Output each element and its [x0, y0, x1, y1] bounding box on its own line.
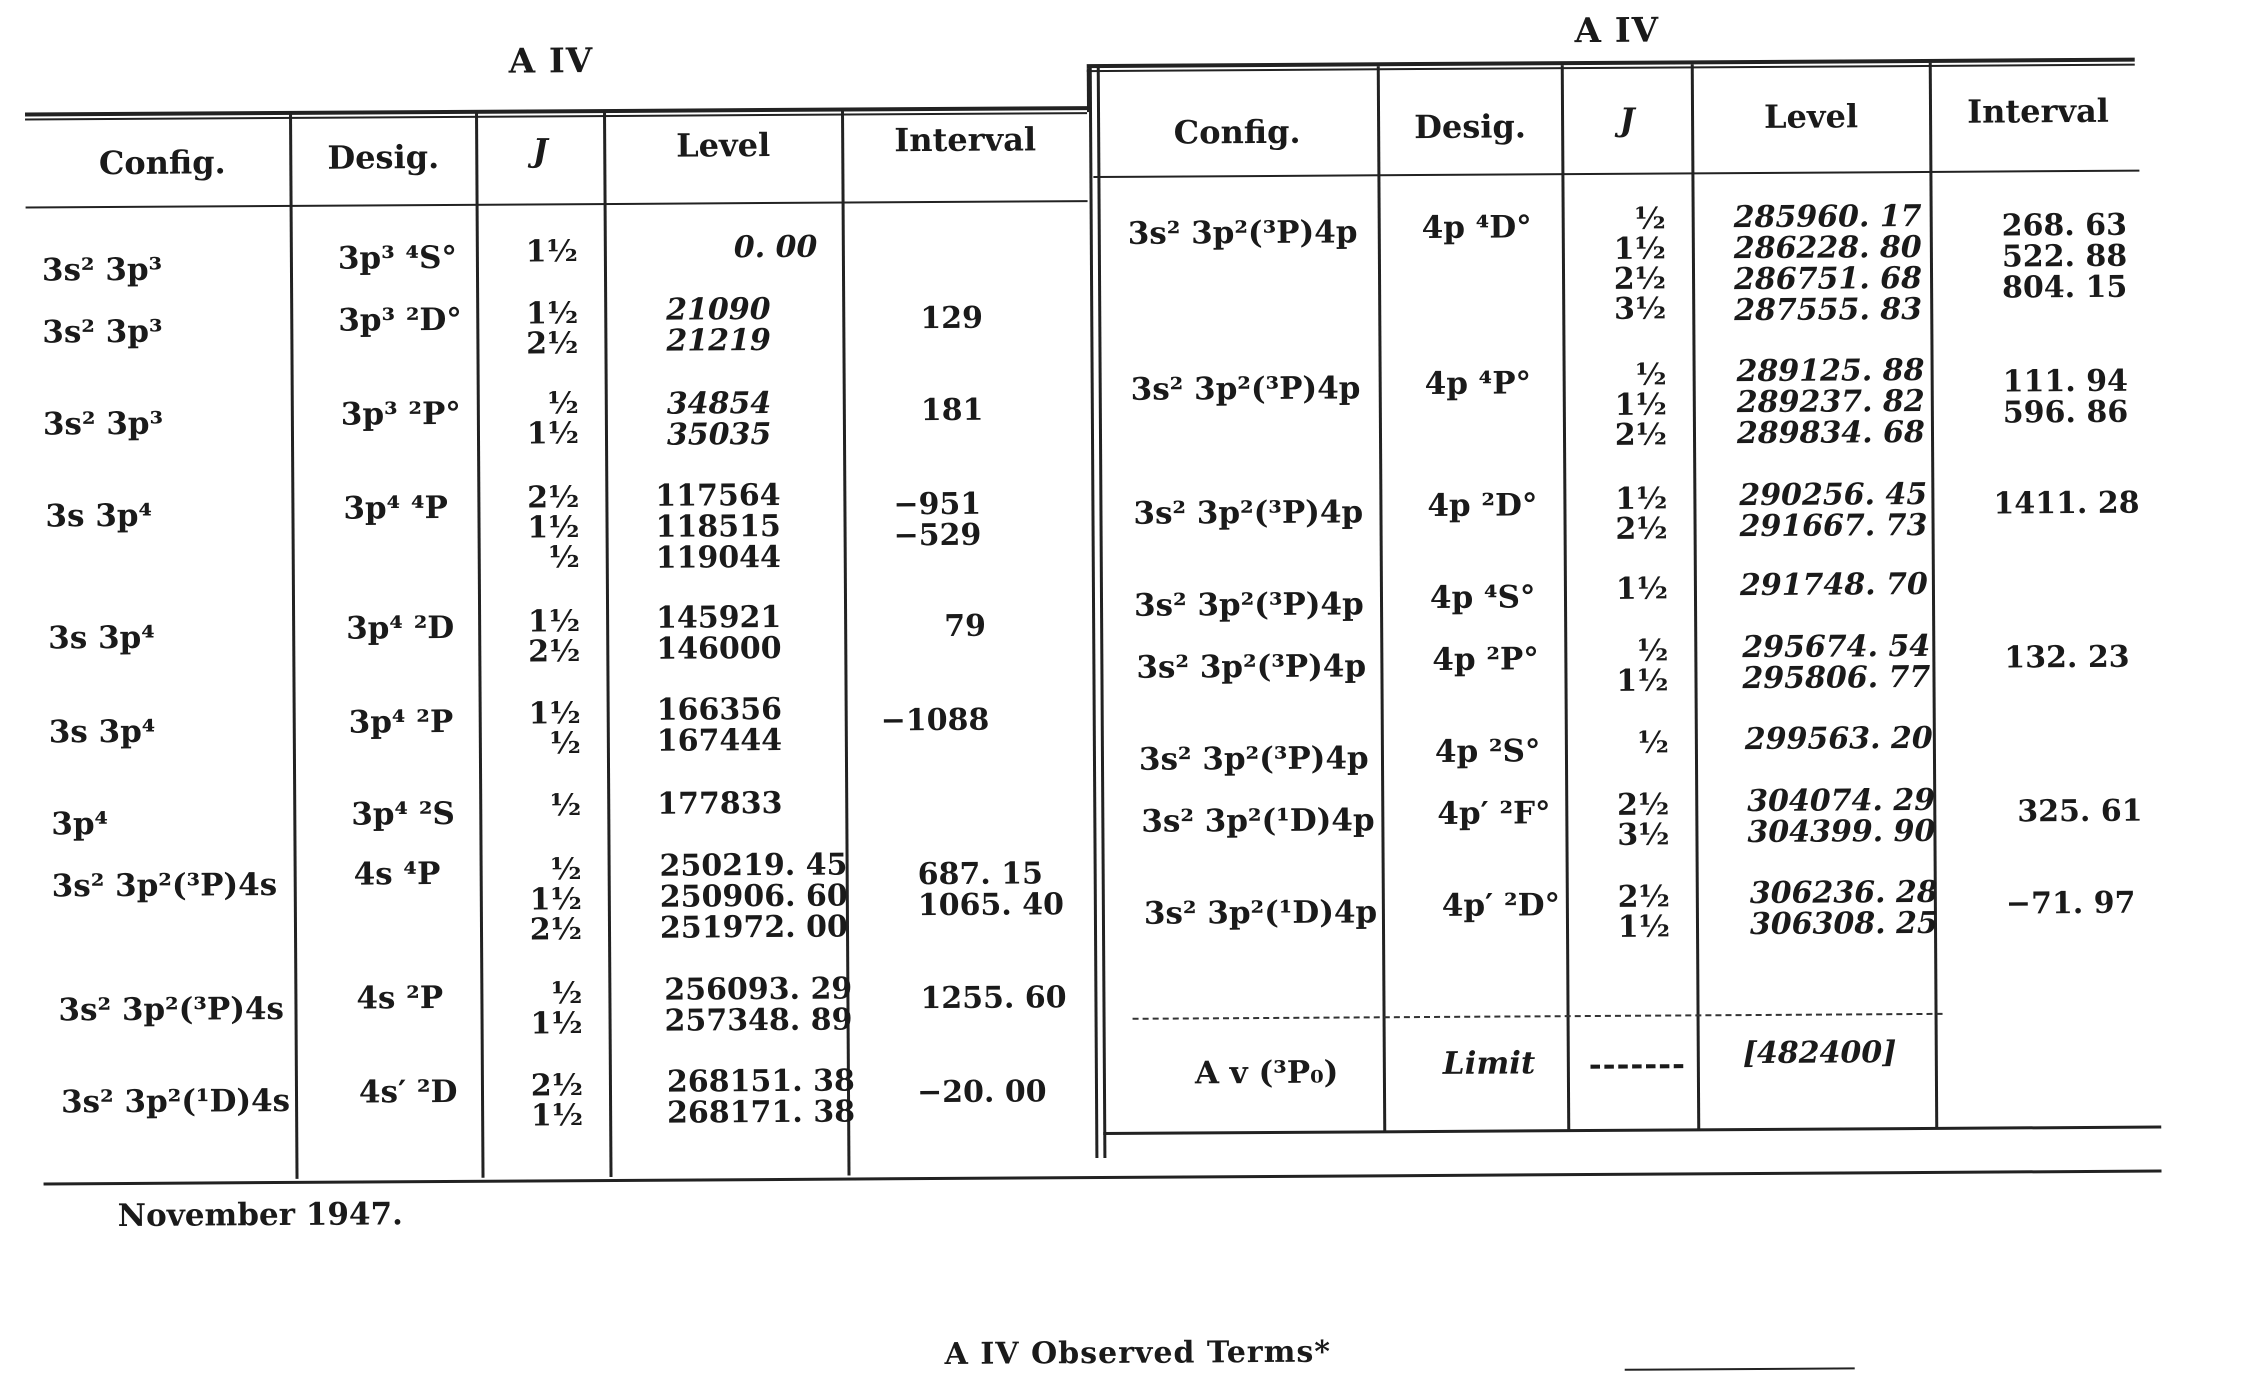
right-row-8-level: 306236. 28 306308. 25 [1749, 874, 1938, 943]
left-row-4-level: 117564 118515 119044 [655, 477, 782, 576]
limit-desig: Limit [1442, 1045, 1536, 1082]
left-row-8-j: ½ 1½ 2½ [529, 852, 583, 948]
left-row-5-level: 145921 146000 [655, 599, 782, 667]
right-row-6-j: ½ [1637, 725, 1669, 761]
left-row-10-j: 2½ 1½ [530, 1068, 584, 1134]
right-row-8-desig: 4p′ ²D° [1441, 887, 1561, 924]
bottom-rule-right [1103, 1126, 2161, 1135]
left-col-divider-3 [603, 111, 613, 1177]
right-row-4-level: 291748. 70 [1739, 566, 1928, 604]
left-row-10-config: 3s² 3p²(¹D)4s [60, 1082, 291, 1121]
right-header-config: Config. [1173, 112, 1301, 152]
right-col-divider-3 [1691, 64, 1701, 1130]
right-row-1-j: ½ 1½ 2½ 3½ [1613, 201, 1667, 327]
left-row-8-level: 250219. 45 250906. 60 251972. 00 [659, 847, 848, 946]
limit-level: [482400] [1742, 1035, 1897, 1072]
center-divider-b [1097, 68, 1107, 1158]
right-header-desig: Desig. [1414, 107, 1527, 147]
left-row-9-desig: 4s ²P [356, 980, 444, 1017]
right-row-4-config: 3s² 3p²(³P)4p [1133, 586, 1364, 624]
right-row-3-interval: 1411. 28 [1993, 485, 2140, 522]
left-header-j: J [532, 131, 548, 170]
limit-config: A v (³P₀) [1194, 1054, 1339, 1092]
left-row-6-j: 1½ ½ [528, 696, 581, 762]
left-row-5-interval: 79 [944, 608, 987, 644]
limit-j: ------- [1588, 1046, 1687, 1084]
left-row-1-desig: 3p³ ⁴S° [337, 239, 458, 277]
left-row-5-desig: 3p⁴ ²D [346, 609, 455, 647]
right-row-1-desig: 4p ⁴D° [1421, 209, 1532, 247]
left-row-8-desig: 4s ⁴P [353, 856, 441, 893]
left-header-desig: Desig. [327, 138, 440, 177]
left-row-10-interval: −20. 00 [916, 1074, 1047, 1111]
left-row-10-level: 268151. 38 268171. 38 [666, 1063, 856, 1131]
right-row-7-j: 2½ 3½ [1616, 787, 1670, 853]
header-rule-right [1093, 170, 2139, 178]
left-row-4-j: 2½ 1½ ½ [527, 480, 580, 576]
bottom-rule [44, 1170, 2162, 1186]
right-table-title: A IV [1574, 10, 1660, 52]
left-row-6-interval: −1088 [880, 702, 990, 739]
left-row-5-config: 3s 3p⁴ [48, 619, 155, 657]
left-row-3-interval: 181 [920, 392, 984, 429]
right-row-1-interval: 268. 63 522. 88 804. 15 [2001, 207, 2128, 306]
right-row-5-interval: 132. 23 [2004, 639, 2130, 676]
right-row-8-config: 3s² 3p²(¹D)4p [1143, 894, 1378, 932]
right-row-7-interval: 325. 61 [2017, 793, 2143, 830]
right-row-2-config: 3s² 3p²(³P)4p [1130, 370, 1361, 408]
left-row-6-config: 3s 3p⁴ [48, 713, 156, 751]
right-row-7-level: 304074. 29 304399. 90 [1747, 782, 1936, 851]
right-row-5-config: 3s² 3p²(³P)4p [1136, 648, 1367, 686]
left-row-4-config: 3s 3p⁴ [45, 497, 153, 535]
right-row-7-config: 3s² 3p²(¹D)4p [1141, 802, 1375, 840]
right-row-8-j: 2½ 1½ [1617, 879, 1671, 945]
right-col-divider-4 [1929, 63, 1939, 1129]
right-row-6-config: 3s² 3p²(³P)4p [1138, 740, 1369, 778]
right-col-divider-2 [1561, 65, 1571, 1131]
left-row-5-j: 1½ 2½ [527, 604, 581, 670]
right-row-3-j: 1½ 2½ [1615, 481, 1668, 547]
limit-separator [1133, 1013, 1943, 1020]
right-row-4-desig: 4p ⁴S° [1429, 579, 1536, 616]
right-row-5-j: ½ 1½ [1616, 633, 1669, 699]
right-row-3-level: 290256. 45 291667. 73 [1739, 476, 1928, 545]
left-row-2-j: 1½ 2½ [525, 296, 579, 362]
left-row-1-config: 3s² 3p³ [41, 251, 163, 289]
right-header-interval: Interval [1967, 91, 2110, 131]
left-row-2-interval: 129 [920, 300, 984, 337]
left-row-6-level: 166356 167444 [656, 691, 783, 759]
right-row-8-interval: −71. 97 [2005, 885, 2136, 922]
right-row-2-level: 289125. 88 289237. 82 289834. 68 [1736, 352, 1925, 452]
left-row-3-config: 3s² 3p³ [42, 405, 164, 443]
left-row-8-config: 3s² 3p²(³P)4s [51, 867, 278, 905]
footer-date: November 1947. [117, 1196, 404, 1235]
left-col-divider-1 [289, 113, 299, 1179]
left-row-7-desig: 3p⁴ ²S [351, 795, 455, 833]
right-row-2-j: ½ 1½ 2½ [1614, 357, 1668, 453]
right-header-j: J [1619, 100, 1635, 139]
right-row-2-desig: 4p ⁴P° [1424, 365, 1532, 403]
right-row-1-config: 3s² 3p²(³P)4p [1127, 214, 1358, 252]
left-row-9-level: 256093. 29 257348. 89 [664, 971, 853, 1039]
left-row-6-desig: 3p⁴ ²P [348, 703, 454, 741]
left-row-9-j: ½ 1½ [530, 976, 583, 1042]
section-caption: A IV Observed Terms* [944, 1334, 1332, 1372]
left-row-2-desig: 3p³ ²D° [338, 301, 462, 339]
caption-box-edge [1625, 1367, 1855, 1370]
left-row-7-j: ½ [549, 788, 582, 824]
header-rule-left [26, 200, 1088, 208]
left-row-3-level: 34854 35035 [666, 386, 772, 453]
left-row-8-interval: 687. 15 1065. 40 [917, 856, 1065, 924]
right-row-5-level: 295674. 54 295806. 77 [1742, 628, 1931, 697]
left-row-2-level: 21090 21219 [666, 292, 771, 359]
left-col-divider-2 [475, 112, 485, 1178]
left-row-3-j: ½ 1½ [526, 386, 580, 452]
left-header-interval: Interval [894, 120, 1037, 160]
left-header-config: Config. [98, 143, 226, 183]
left-row-3-desig: 3p³ ²P° [340, 395, 461, 433]
right-row-2-interval: 111. 94 596. 86 [2002, 363, 2129, 431]
left-row-4-desig: 3p⁴ ⁴P [343, 489, 449, 527]
left-row-9-config: 3s² 3p²(³P)4s [58, 990, 285, 1029]
left-row-1-j: 1½ [525, 234, 578, 270]
left-row-1-level: 0. 00 [733, 229, 818, 266]
left-row-4-interval: −951 −529 [893, 486, 982, 554]
right-row-7-desig: 4p′ ²F° [1437, 795, 1551, 832]
right-row-3-config: 3s² 3p²(³P)4p [1133, 494, 1364, 532]
right-row-4-j: 1½ [1615, 571, 1669, 607]
right-row-6-desig: 4p ²S° [1434, 733, 1541, 770]
left-row-10-desig: 4s′ ²D [358, 1073, 458, 1111]
right-header-level: Level [1763, 97, 1859, 136]
left-row-7-config: 3p⁴ [51, 806, 109, 843]
left-row-2-config: 3s² 3p³ [42, 313, 163, 351]
right-row-5-desig: 4p ²P° [1432, 641, 1539, 678]
right-row-1-level: 285960. 17 286228. 80 286751. 68 287555. 83 [1733, 198, 1923, 329]
right-row-6-level: 299563. 20 [1744, 720, 1933, 758]
left-header-level: Level [676, 126, 771, 165]
left-row-7-level: 177833 [657, 785, 783, 822]
right-row-3-desig: 4p ²D° [1427, 487, 1538, 524]
left-row-9-interval: 1255. 60 [920, 980, 1067, 1017]
left-table-title: A IV [508, 41, 594, 82]
right-col-divider-1 [1377, 66, 1387, 1132]
